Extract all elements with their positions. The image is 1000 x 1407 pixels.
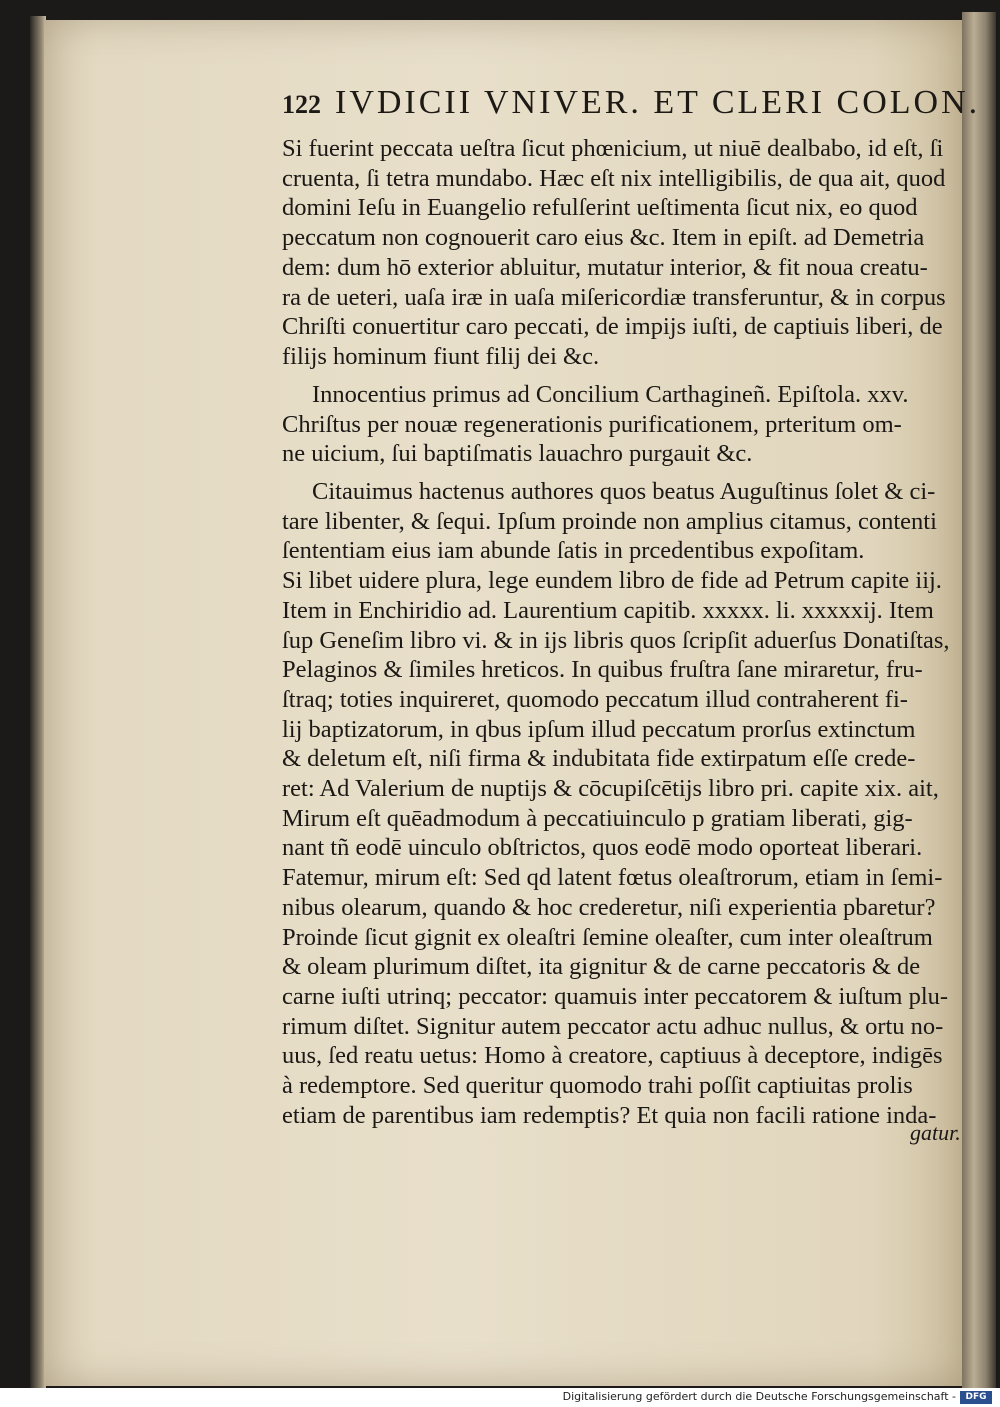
paragraph-3 [282,477,968,1130]
page-header [282,84,982,122]
text-line: Fatemur, mirum eſt: Sed qd latent fœtus oleaſtrorum, etiam in ſemi- [282,864,943,892]
text-line: Mirum eſt quēadmodum à peccatiuinculo p gratiam liberati, gig- [282,804,913,832]
text-line: lij baptizatorum, in qbus ipſum illud peccatum prorſus extinctum [282,715,916,743]
catchword: gatur. [910,1120,961,1145]
text-line: rimum diſtet. Signitur autem peccator actu adhuc nullus, & ortu no- [282,1012,944,1040]
running-title: IVDICII VNIVER. ET CLERI COLON. [335,84,981,121]
paragraph-1 [282,134,968,372]
text-line: ra de ueteri, uaſa iræ in uaſa miſericordiæ transferuntur, & in corpus [282,283,946,311]
text-line: etiam de parentibus iam redemptis? Et quia non facili ratione inda- [282,1101,937,1129]
text-line: cruenta, ſi tetra mundabo. Hæc eſt nix intelligibilis, de qua ait, quod [282,164,946,192]
paragraph-2 [282,380,968,469]
text-line: ſententiam eius iam abunde ſatis in prcedentibus expoſitam. [282,537,865,565]
text-line: Si fuerint peccata ueſtra ſicut phœnicium, ut niuē dealbabo, id eſt, ſi [282,135,944,162]
text-line: Item in Enchiridio ad. Laurentium capitib. xxxxx. li. xxxxxij. Item [282,596,934,624]
text-line: domini Ieſu in Euangelio refulſerint ueſtimenta ſicut nix, eo quod [282,194,918,222]
text-line: ne uicium, ſui baptiſmatis lauachro purgauit &c. [282,440,753,468]
text-line: Citauimus hactenus authores quos beatus Auguſtinus ſolet & ci- [312,478,936,505]
text-line: filijs hominum fiunt filij dei &c. [282,342,600,370]
text-line: uus, ſed reatu uetus: Homo à creatore, captiuus à deceptore, indigēs [282,1042,943,1070]
dfg-logo: DFG [960,1391,992,1404]
text-line: nibus olearum, quando & hoc crederetur, niſi experientia pbaretur? [282,893,936,921]
text-line: & deletum eſt, niſi firma & indubitata fide extirpatum eſſe crede- [282,745,916,773]
text-line: ſtraq; toties inquireret, quomodo peccatum illud contraherent fi- [282,685,908,713]
text-line: nant tñ eodē uinculo obſtrictos, quos eodē modo oporteat liberari. [282,834,923,862]
text-line: carne iuſti utrinq; peccator: quamuis inter peccatorem & iuſtum plu- [282,982,949,1010]
text-line: Chriſtus per nouæ regenerationis purificationem, prteritum om- [282,410,902,438]
text-line: à redemptore. Sed queritur quomodo trahi poſſit captiuitas prolis [282,1072,913,1100]
text-line: & oleam plurimum diſtet, ita gignitur & de carne peccatoris & de [282,953,921,981]
text-line: Pelaginos & ſimiles hreticos. In quibus fruſtra ſane miraretur, fru- [282,656,923,684]
text-line: Proinde ſicut gignit ex oleaſtri ſemine oleaſter, cum inter oleaſtrum [282,923,933,951]
text-line: ret: Ad Valerium de nuptijs & cōcupiſcētijs libro pri. capite xix. ait, [282,775,939,803]
footer-bar [0,1388,1000,1407]
page-number: 122 [282,90,321,119]
text-line: dem: dum hō exterior abluitur, mutatur interior, & fit noua creatu- [282,253,928,281]
text-line: Si libet uidere plura, lege eundem libro de fide ad Petrum capite iij. [282,567,942,595]
text-line: ſup Geneſim libro vi. & in ijs libris quos ſcripſit aduerſus Donatiſtas, [282,626,950,654]
text-line: peccatum non cognouerit caro eius &c. Item in epiſt. ad Demetria [282,224,925,252]
text-line: Innocentius primus ad Concilium Carthagineñ. Epiſtola. xxv. [312,381,909,408]
digitization-credit: Digitalisierung gefördert durch die Deutsche Forschungsgemeinschaft - [562,1390,956,1403]
text-line: Chriſti conuertitur caro peccati, de impijs iuſti, de captiuis liberi, de [282,313,943,341]
text-line: tare libenter, & ſequi. Ipſum proinde non amplius citamus, contenti [282,507,937,535]
